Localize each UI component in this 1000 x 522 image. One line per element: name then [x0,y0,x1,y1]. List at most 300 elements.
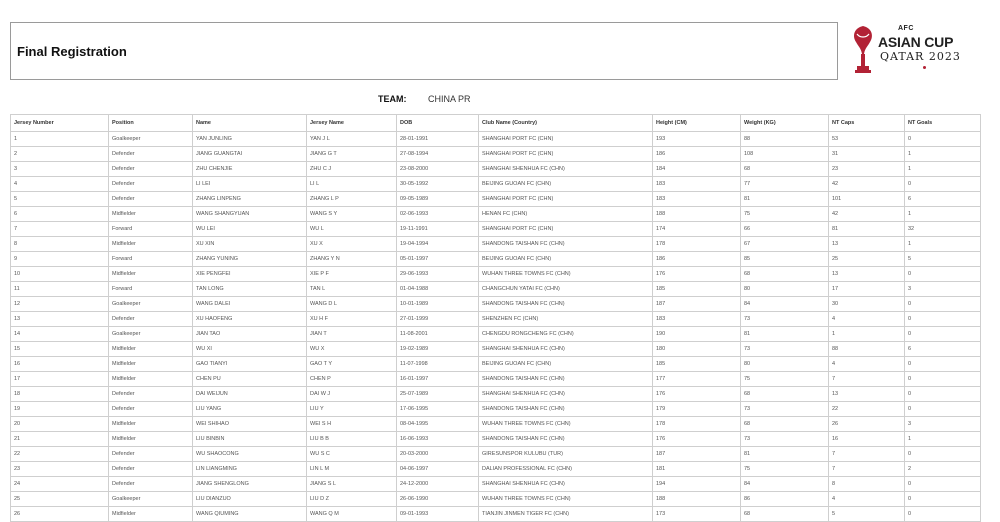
table-cell: 25 [11,492,109,507]
table-cell: 4 [829,492,905,507]
table-row [11,237,981,252]
table-cell: 1 [905,432,981,447]
logo-dot [923,66,926,69]
table-cell: SHANDONG TAISHAN FC (CHN) [479,402,653,417]
table-cell: SHANGHAI PORT FC (CHN) [479,192,653,207]
table-cell: Midfielder [109,267,193,282]
table-cell: 28-01-1991 [397,132,479,147]
table-cell: 176 [653,267,741,282]
table-cell: CHEN P [307,372,397,387]
table-cell: SHANGHAI SHENHUA FC (CHN) [479,477,653,492]
table-cell: WUHAN THREE TOWNS FC (CHN) [479,492,653,507]
column-header: Name [193,115,307,132]
table-cell: 1 [905,207,981,222]
table-row [11,282,981,297]
table-cell: 73 [741,312,829,327]
table-cell: 0 [905,132,981,147]
table-cell: 186 [653,252,741,267]
table-cell: WANG DALEI [193,297,307,312]
table-cell: 15 [11,342,109,357]
table-cell: 68 [741,417,829,432]
table-cell: 42 [829,207,905,222]
table-cell: 173 [653,507,741,522]
table-row [11,297,981,312]
table-cell: 3 [11,162,109,177]
table-cell: 0 [905,327,981,342]
table-cell: 11 [11,282,109,297]
table-cell: 68 [741,507,829,522]
table-row [11,477,981,492]
table-cell: 187 [653,447,741,462]
table-cell: Midfielder [109,417,193,432]
table-cell: 0 [905,297,981,312]
table-cell: LIN L M [307,462,397,477]
table-cell: 177 [653,372,741,387]
table-cell: Defender [109,462,193,477]
table-cell: 17-06-1995 [397,402,479,417]
table-cell: 21 [11,432,109,447]
table-cell: 10 [11,267,109,282]
table-cell: JIANG GUANGTAI [193,147,307,162]
table-cell: WU SHAOCONG [193,447,307,462]
table-cell: 23 [829,162,905,177]
table-cell: GAO T Y [307,357,397,372]
table-cell: 81 [741,447,829,462]
table-cell: 7 [11,222,109,237]
table-cell: XU X [307,237,397,252]
table-cell: Midfielder [109,507,193,522]
table-cell: 187 [653,297,741,312]
table-cell: Defender [109,402,193,417]
table-cell: 68 [741,267,829,282]
table-cell: 11-07-1998 [397,357,479,372]
table-cell: BEIJING GUOAN FC (CHN) [479,357,653,372]
table-cell: WUHAN THREE TOWNS FC (CHN) [479,417,653,432]
table-cell: 13 [829,387,905,402]
table-cell: GIRESUNSPOR KULUBU (TUR) [479,447,653,462]
table-cell: SHANGHAI PORT FC (CHN) [479,132,653,147]
table-cell: Midfielder [109,207,193,222]
table-row [11,507,981,522]
table-cell: 194 [653,477,741,492]
column-header: Jersey Name [307,115,397,132]
table-cell: 178 [653,237,741,252]
table-cell: 16 [11,357,109,372]
table-cell: 183 [653,192,741,207]
table-cell: Goalkeeper [109,492,193,507]
table-cell: ZHU CHENJIE [193,162,307,177]
table-cell: 18 [11,387,109,402]
table-cell: 04-06-1997 [397,462,479,477]
table-cell: Midfielder [109,372,193,387]
table-cell: 176 [653,432,741,447]
table-cell: Goalkeeper [109,132,193,147]
table-cell: 188 [653,492,741,507]
table-cell: SHANGHAI SHENHUA FC (CHN) [479,387,653,402]
table-cell: 68 [741,387,829,402]
table-cell: 86 [741,492,829,507]
table-cell: 16 [829,432,905,447]
table-cell: 8 [829,477,905,492]
table-cell: 2 [905,462,981,477]
table-cell: Defender [109,147,193,162]
table-cell: 22 [829,402,905,417]
table-cell: 3 [905,417,981,432]
table-cell: 0 [905,387,981,402]
table-cell: 73 [741,402,829,417]
table-cell: 178 [653,417,741,432]
table-row [11,177,981,192]
table-cell: TAN L [307,282,397,297]
table-cell: WU LEI [193,222,307,237]
table-cell: 5 [11,192,109,207]
table-cell: WU L [307,222,397,237]
table-cell: 193 [653,132,741,147]
table-cell: 27-08-1994 [397,147,479,162]
table-cell: 66 [741,222,829,237]
table-cell: Midfielder [109,342,193,357]
table-cell: SHANGHAI PORT FC (CHN) [479,147,653,162]
table-cell: WEI S H [307,417,397,432]
table-cell: 0 [905,312,981,327]
table-cell: 108 [741,147,829,162]
table-row [11,267,981,282]
table-cell: 67 [741,237,829,252]
table-cell: CHENGDU RONGCHENG FC (CHN) [479,327,653,342]
table-cell: 77 [741,177,829,192]
table-cell: 81 [741,192,829,207]
table-cell: 81 [741,327,829,342]
table-cell: 5 [829,507,905,522]
table-cell: 80 [741,357,829,372]
table-cell: 19-11-1991 [397,222,479,237]
column-header: Position [109,115,193,132]
table-row [11,387,981,402]
table-cell: 0 [905,372,981,387]
table-cell: 1 [11,132,109,147]
table-cell: 0 [905,492,981,507]
table-cell: WEI SHIHAO [193,417,307,432]
table-cell: JIANG G T [307,147,397,162]
table-cell: LIU YANG [193,402,307,417]
table-cell: 4 [829,312,905,327]
table-cell: Midfielder [109,432,193,447]
table-cell: SHANDONG TAISHAN FC (CHN) [479,237,653,252]
table-cell: 0 [905,507,981,522]
team-label: TEAM: [378,94,407,104]
table-row [11,402,981,417]
table-cell: 3 [905,282,981,297]
table-cell: Goalkeeper [109,297,193,312]
table-cell: YAN J L [307,132,397,147]
table-cell: 101 [829,192,905,207]
table-cell: ZHANG Y N [307,252,397,267]
table-cell: ZHANG L P [307,192,397,207]
table-cell: LI LEI [193,177,307,192]
table-cell: DAI WEIJUN [193,387,307,402]
table-cell: Forward [109,282,193,297]
table-cell: YAN JUNLING [193,132,307,147]
table-row [11,357,981,372]
table-cell: BEIJING GUOAN FC (CHN) [479,177,653,192]
table-cell: 25-07-1989 [397,387,479,402]
table-cell: 14 [11,327,109,342]
table-cell: 13 [11,312,109,327]
table-cell: 73 [741,342,829,357]
table-cell: 16-01-1997 [397,372,479,387]
table-row [11,207,981,222]
table-row [11,447,981,462]
table-cell: SHANGHAI PORT FC (CHN) [479,222,653,237]
table-cell: 85 [741,252,829,267]
logo-asian-cup-text: ASIAN CUP [878,34,954,50]
table-cell: 22 [11,447,109,462]
column-header: Jersey Number [11,115,109,132]
table-cell: 26 [11,507,109,522]
table-cell: 30-05-1992 [397,177,479,192]
table-cell: 185 [653,357,741,372]
column-header: Club Name (Country) [479,115,653,132]
table-cell: CHEN PU [193,372,307,387]
column-header: Weight (KG) [741,115,829,132]
table-cell: TIANJIN JINMEN TIGER FC (CHN) [479,507,653,522]
table-cell: 1 [829,327,905,342]
table-cell: WUHAN THREE TOWNS FC (CHN) [479,267,653,282]
table-cell: SHANDONG TAISHAN FC (CHN) [479,297,653,312]
table-body [11,132,981,522]
table-cell: 0 [905,447,981,462]
table-cell: 0 [905,177,981,192]
table-cell: 7 [829,462,905,477]
table-cell: WU XI [193,342,307,357]
table-row [11,462,981,477]
table-cell: 09-05-1989 [397,192,479,207]
table-cell: 181 [653,462,741,477]
table-row [11,162,981,177]
table-cell: Defender [109,387,193,402]
table-cell: LIU DIANZUO [193,492,307,507]
table-row [11,432,981,447]
table-cell: 5 [905,252,981,267]
table-cell: 0 [905,477,981,492]
table-cell: 26-06-1990 [397,492,479,507]
table-cell: 183 [653,312,741,327]
column-header: NT Goals [905,115,981,132]
table-cell: 2 [11,147,109,162]
table-cell: JIANG SHENGLONG [193,477,307,492]
table-cell: 7 [829,372,905,387]
table-header-row [11,115,981,132]
team-value: CHINA PR [428,94,471,104]
table-cell: 9 [11,252,109,267]
table-cell: 32 [905,222,981,237]
table-cell: XU HAOFENG [193,312,307,327]
table-cell: 1 [905,162,981,177]
table-cell: XU H F [307,312,397,327]
table-cell: 17 [829,282,905,297]
table-cell: WU S C [307,447,397,462]
table-cell: 1 [905,237,981,252]
table-cell: 184 [653,162,741,177]
table-cell: SHANDONG TAISHAN FC (CHN) [479,372,653,387]
table-cell: 53 [829,132,905,147]
table-cell: 190 [653,327,741,342]
table-cell: Forward [109,222,193,237]
table-cell: 20 [11,417,109,432]
table-cell: 183 [653,177,741,192]
table-cell: 88 [741,132,829,147]
logo-qatar-text: QATAR 2023 [880,50,961,63]
table-cell: 23-08-2000 [397,162,479,177]
table-cell: 84 [741,297,829,312]
table-cell: 42 [829,177,905,192]
table-cell: 80 [741,282,829,297]
table-cell: LI L [307,177,397,192]
table-cell: 19 [11,402,109,417]
table-cell: ZHANG LINPENG [193,192,307,207]
table-cell: 23 [11,462,109,477]
table-cell: JIAN T [307,327,397,342]
table-cell: WANG QIUMING [193,507,307,522]
table-cell: Defender [109,162,193,177]
table-cell: 31 [829,147,905,162]
table-cell: 27-01-1999 [397,312,479,327]
table-cell: 4 [11,177,109,192]
table-cell: 13 [829,267,905,282]
table-cell: SHENZHEN FC (CHN) [479,312,653,327]
table-cell: JIAN TAO [193,327,307,342]
table-cell: JIANG S L [307,477,397,492]
table-cell: 185 [653,282,741,297]
table-cell: 179 [653,402,741,417]
table-cell: 4 [829,357,905,372]
table-cell: SHANGHAI SHENHUA FC (CHN) [479,342,653,357]
table-cell: CHANGCHUN YATAI FC (CHN) [479,282,653,297]
table-cell: 01-04-1988 [397,282,479,297]
table-cell: 25 [829,252,905,267]
table-cell: LIN LIANGMING [193,462,307,477]
table-cell: 24 [11,477,109,492]
table-cell: SHANDONG TAISHAN FC (CHN) [479,432,653,447]
table-cell: Defender [109,177,193,192]
table-cell: 0 [905,402,981,417]
table-cell: 174 [653,222,741,237]
table-cell: 02-06-1993 [397,207,479,222]
table-cell: Defender [109,477,193,492]
column-header: NT Caps [829,115,905,132]
table-cell: Forward [109,252,193,267]
table-cell: Midfielder [109,237,193,252]
table-cell: 16-06-1993 [397,432,479,447]
table-cell: 6 [11,207,109,222]
table-cell: Defender [109,447,193,462]
table-cell: BEIJING GUOAN FC (CHN) [479,252,653,267]
table-cell: 176 [653,387,741,402]
table-cell: HENAN FC (CHN) [479,207,653,222]
table-cell: LIU Y [307,402,397,417]
table-cell: 0 [905,357,981,372]
table-row [11,192,981,207]
table-cell: 7 [829,447,905,462]
table-cell: ZHANG YUNING [193,252,307,267]
table-row [11,312,981,327]
table-cell: 81 [829,222,905,237]
page-title: Final Registration [17,44,127,59]
table-cell: WANG D L [307,297,397,312]
table-cell: WANG Q M [307,507,397,522]
table-cell: 29-06-1993 [397,267,479,282]
afc-asian-cup-logo [848,22,968,80]
table-cell: 75 [741,207,829,222]
table-cell: 186 [653,147,741,162]
table-row [11,417,981,432]
table-cell: 13 [829,237,905,252]
column-header: Height (CM) [653,115,741,132]
column-header: DOB [397,115,479,132]
table-cell: 8 [11,237,109,252]
table-cell: GAO TIANYI [193,357,307,372]
table-cell: 26 [829,417,905,432]
table-row [11,372,981,387]
table-row [11,222,981,237]
table-cell: 08-04-1995 [397,417,479,432]
table-cell: LIU BINBIN [193,432,307,447]
table-cell: Defender [109,192,193,207]
registration-table [10,114,981,522]
table-cell: 0 [905,267,981,282]
table-cell: Defender [109,312,193,327]
table-cell: DALIAN PROFESSIONAL FC (CHN) [479,462,653,477]
table-cell: 73 [741,432,829,447]
table-row [11,492,981,507]
table-cell: 84 [741,477,829,492]
table-cell: 05-01-1997 [397,252,479,267]
table-cell: 11-08-2001 [397,327,479,342]
table-cell: ZHU C J [307,162,397,177]
table-row [11,342,981,357]
table-cell: 20-03-2000 [397,447,479,462]
table-cell: 188 [653,207,741,222]
table-row [11,252,981,267]
table-cell: XIE PENGFEI [193,267,307,282]
table-cell: LIU B B [307,432,397,447]
table-cell: 19-02-1989 [397,342,479,357]
table-cell: Midfielder [109,357,193,372]
table-cell: 30 [829,297,905,312]
table-cell: 09-01-1993 [397,507,479,522]
table-cell: LIU D Z [307,492,397,507]
table-cell: TAN LONG [193,282,307,297]
table-row [11,147,981,162]
table-cell: 6 [905,342,981,357]
table-cell: 6 [905,192,981,207]
table-cell: 17 [11,372,109,387]
table-cell: Goalkeeper [109,327,193,342]
table-cell: 75 [741,462,829,477]
table-cell: 12 [11,297,109,312]
table-cell: WANG S Y [307,207,397,222]
table-cell: 68 [741,162,829,177]
table-cell: 88 [829,342,905,357]
header-box [10,22,838,80]
table-cell: WU X [307,342,397,357]
table-cell: 1 [905,147,981,162]
table-cell: 10-01-1989 [397,297,479,312]
table-cell: XU XIN [193,237,307,252]
table-cell: 24-12-2000 [397,477,479,492]
table-row [11,327,981,342]
table-cell: DAI W J [307,387,397,402]
